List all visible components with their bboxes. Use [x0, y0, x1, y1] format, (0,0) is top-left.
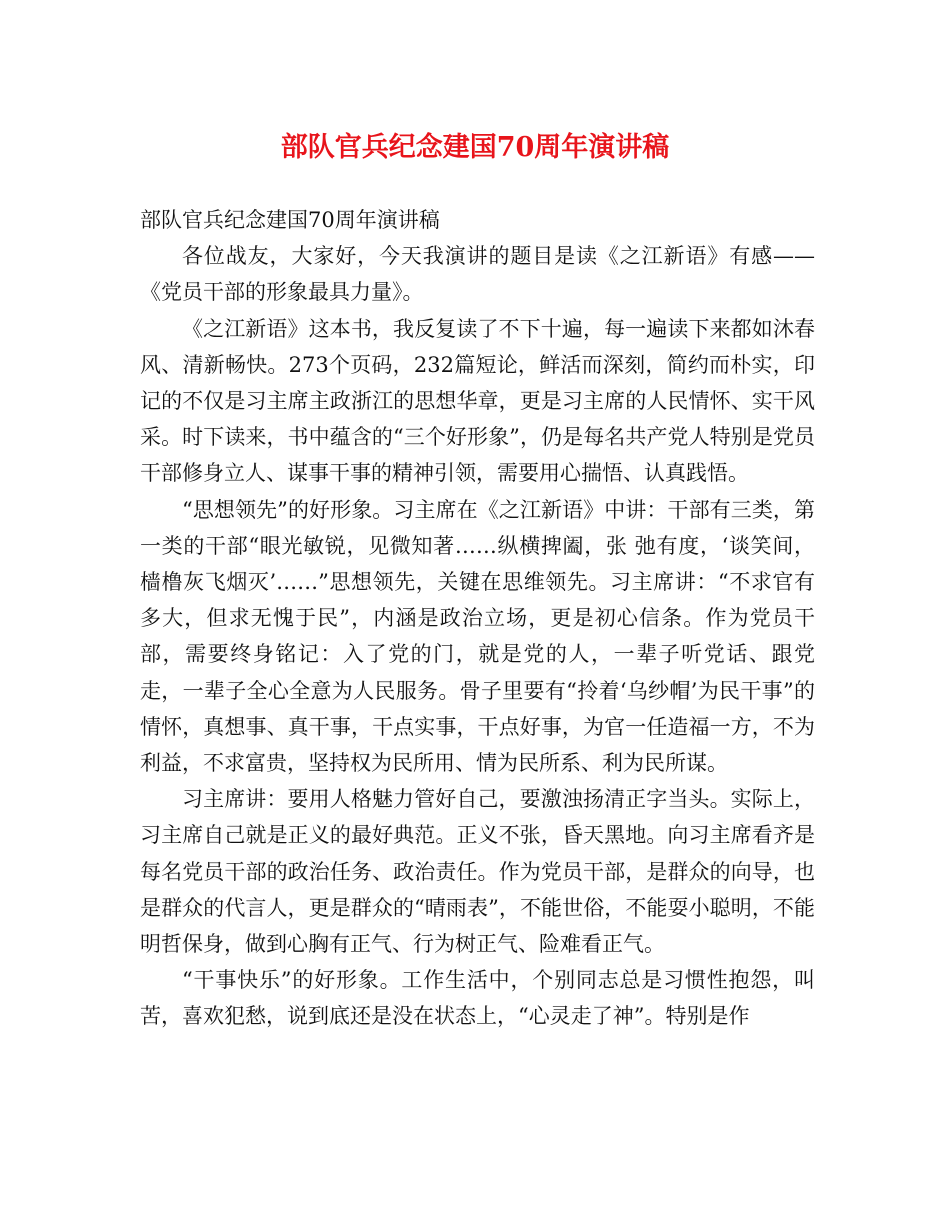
paragraph-4: 习主席讲：要用人格魅力管好自己，要激浊扬清正字当头。实际上，习主席自己就是正义的最好典范。正义不张，昏天黑地。向习主席看齐是每名党员干部的政治任务、政治责任。作为党员干部，是群众的向导，也是群众的代言人，更是群众的“晴雨表”，不能世俗，不能耍小聪明，不能明哲保身，做到心胸有正气、行为树正气、险难看正气。 [140, 787, 815, 957]
paragraph-1: 各位战友，大家好，今天我演讲的题目是读《之江新语》有感——《党员干部的形象最具力量》。 [140, 244, 815, 305]
paragraph-5: “干事快乐”的好形象。工作生活中，个别同志总是习惯性抱怨，叫苦，喜欢犯愁，说到底还是没在状态上，“心灵走了神”。特别是作 [140, 968, 815, 1029]
paragraph-2: 《之江新语》这本书，我反复读了不下十遍，每一遍读下来都如沐春风、清新畅快。273个页码，232篇短论，鲜活而深刻，简约而朴实，印记的不仅是习主席主政浙江的思想华章，更是习主席的人民情怀、实干风采。时下读来，书中蕴含的“三个好形象”，仍是每名共产党人特别是党员干部修身立人、谋事干事的精神引领，需要用心揣悟、认真践悟。 [140, 316, 815, 486]
paragraph-3: “思想领先”的好形象。习主席在《之江新语》中讲：干部有三类，第一类的干部“眼光敏锐，见微知著……纵横捭阖，张 弛有度，‘谈笑间，樯橹灰飞烟灭’……”思想领先，关键在思维领先。习主席讲：“不求官有多大，但求无愧于民”，内涵是政治立场，更是初心信条。作为党员干部，需要终身铭记：入了党的门，就是党的人，一辈子听党话、跟党 走，一辈子全心全意为人民服务。骨子里要有“拎着‘乌纱帽’为民干事”的情怀，真想事、真干事，干点实事，干点好事，为官一任造福一方，不为利益，不求富贵，坚持权为民所用、情为民所系、利为民所谋。 [140, 497, 815, 776]
document-body [140, 202, 815, 1035]
document-subtitle: 部队官兵纪念建国70周年演讲稿 [140, 208, 440, 232]
document-title: 部队官兵纪念建国70周年演讲稿 [280, 132, 670, 163]
